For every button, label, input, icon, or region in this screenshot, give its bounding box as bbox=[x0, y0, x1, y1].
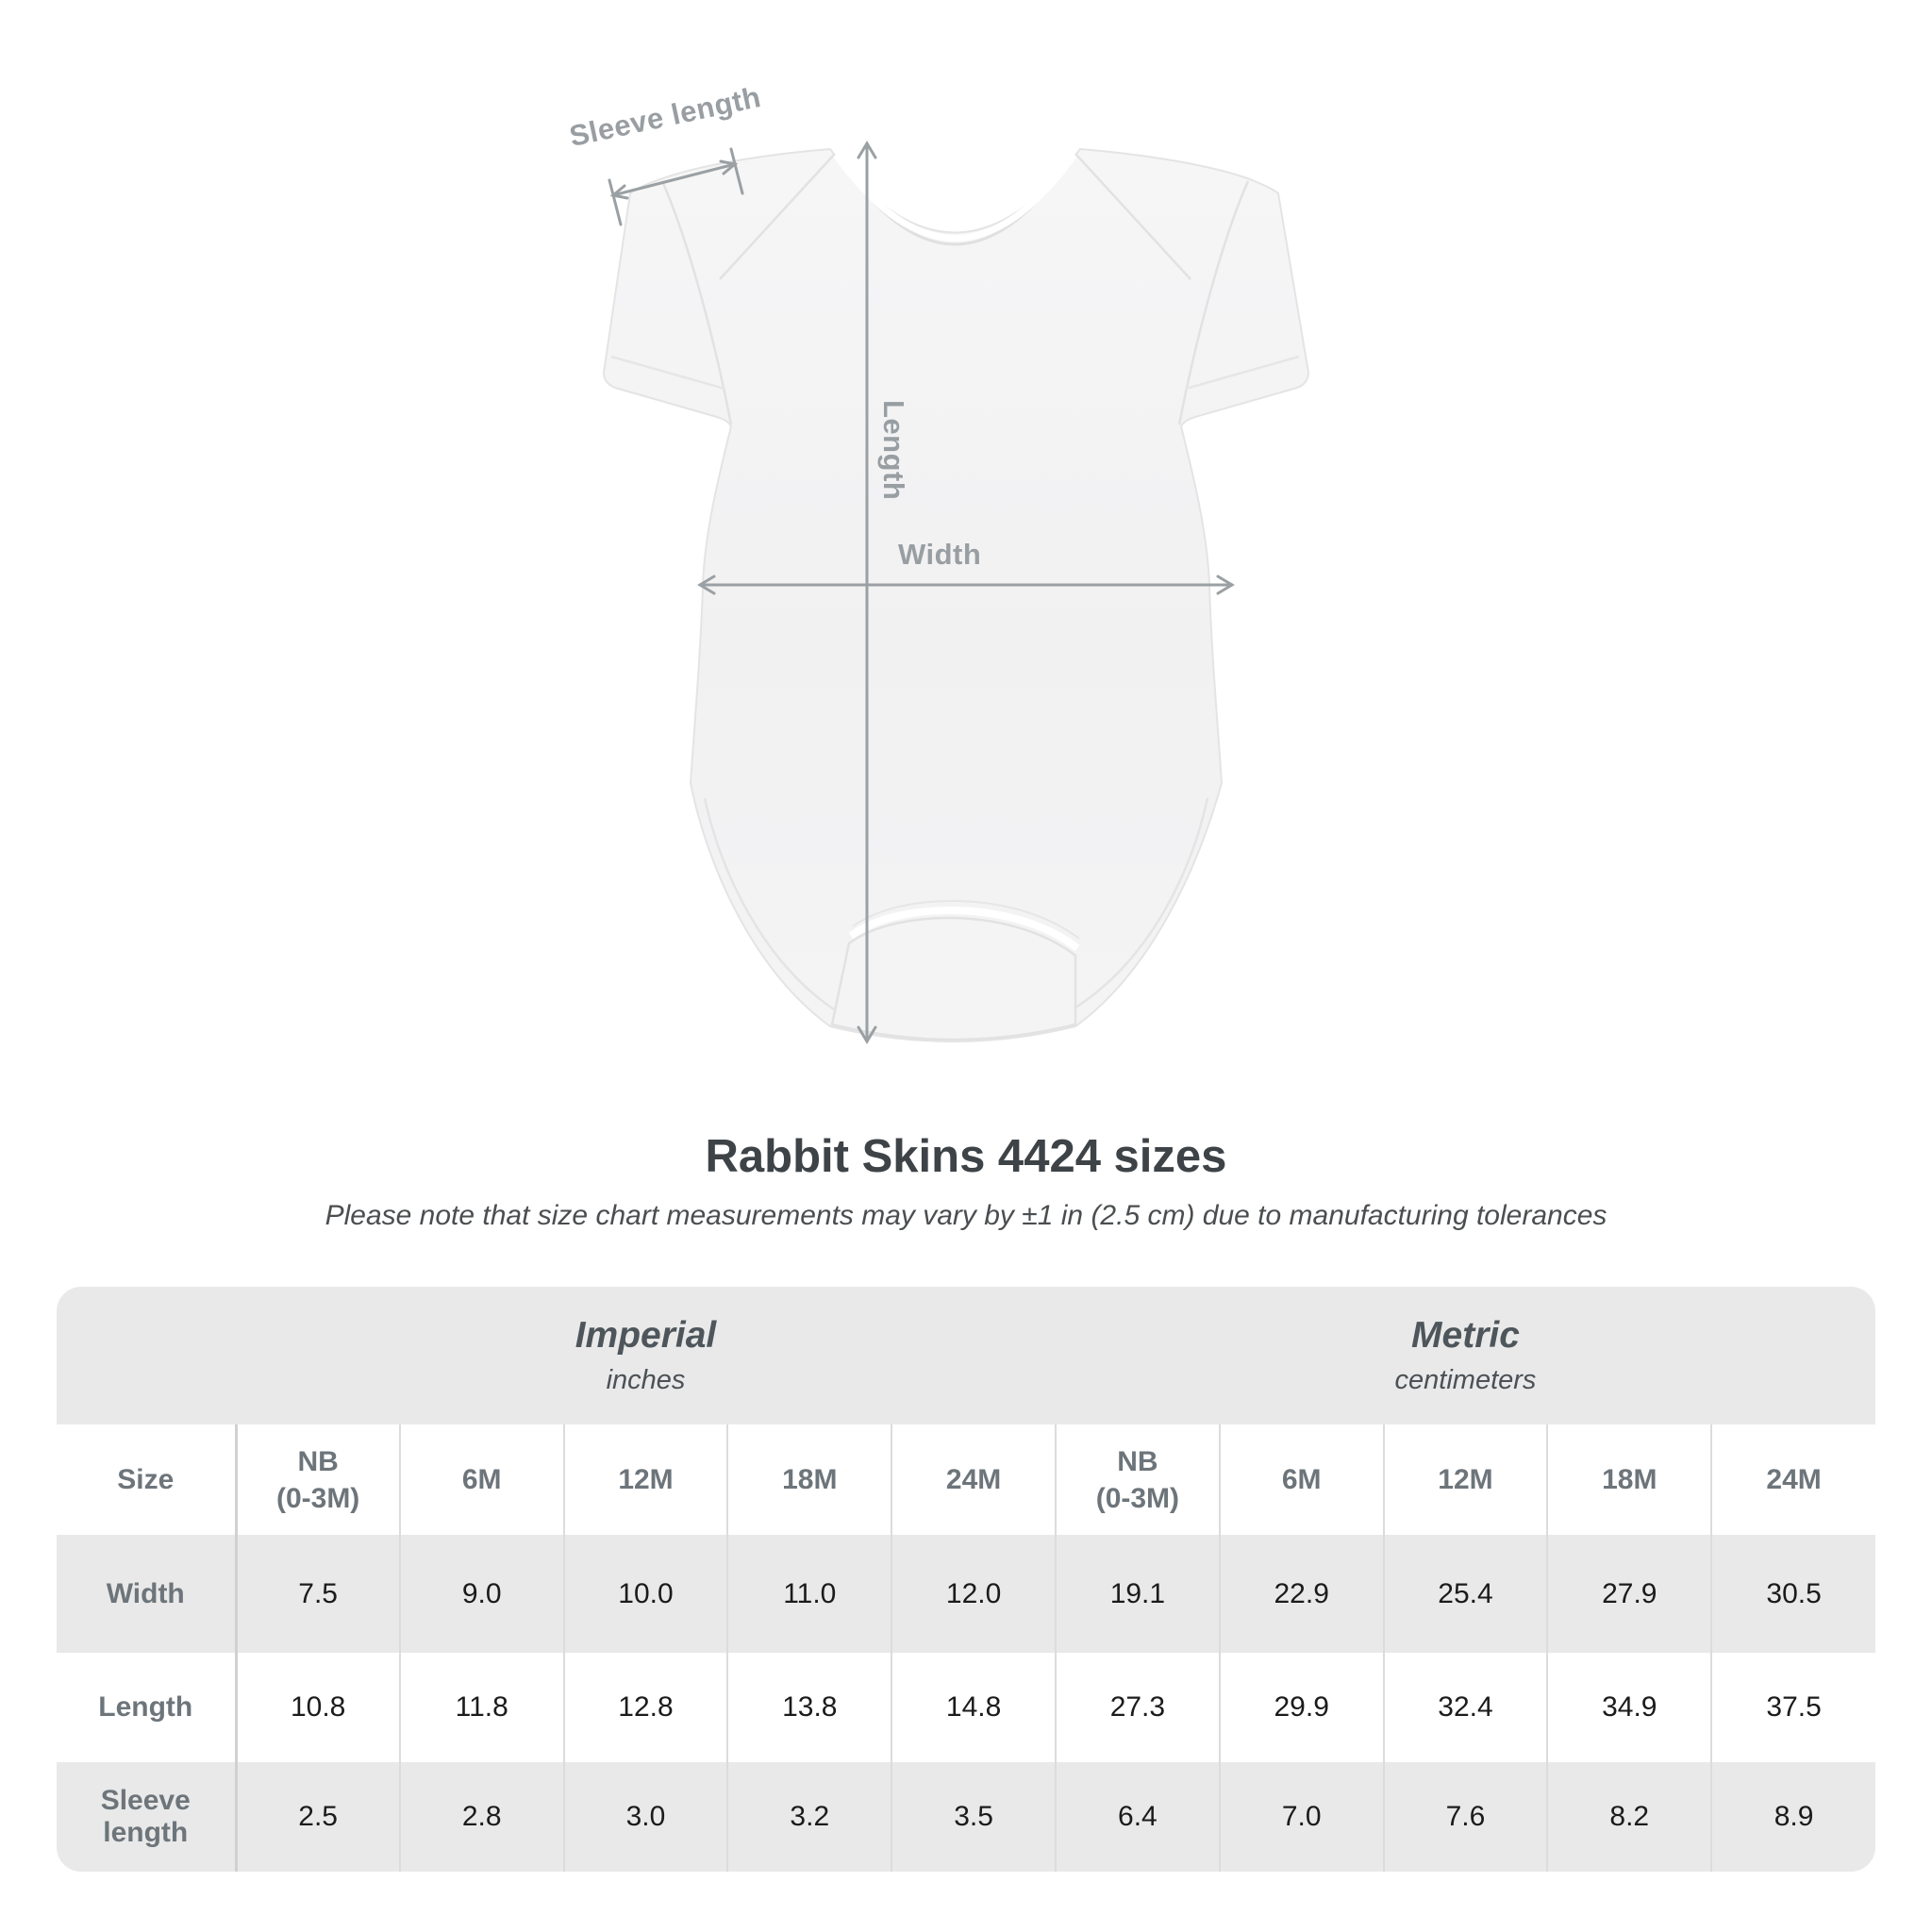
cell: 19.1 bbox=[1056, 1535, 1220, 1653]
col-header-line2: (0-3M) bbox=[1095, 1482, 1180, 1514]
cell: 22.9 bbox=[1220, 1535, 1384, 1653]
table-row-length bbox=[57, 1653, 1875, 1762]
imperial-group-header bbox=[236, 1287, 1056, 1424]
cell: 2.5 bbox=[236, 1762, 400, 1872]
cell: 13.8 bbox=[727, 1653, 891, 1762]
col-header-metric-6m: 6M bbox=[1220, 1424, 1384, 1535]
cell: 37.5 bbox=[1711, 1653, 1875, 1762]
cell: 3.5 bbox=[891, 1762, 1056, 1872]
col-header-metric-12m: 12M bbox=[1384, 1424, 1548, 1535]
cell: 9.0 bbox=[400, 1535, 564, 1653]
size-header-cell: Size bbox=[57, 1424, 236, 1535]
cell: 10.8 bbox=[236, 1653, 400, 1762]
imperial-unit-label: inches bbox=[606, 1364, 686, 1395]
sleeve-length-label: Sleeve length bbox=[566, 79, 764, 154]
metric-label: Metric bbox=[1411, 1315, 1520, 1357]
width-label: Width bbox=[898, 538, 982, 571]
col-header-metric-18m: 18M bbox=[1547, 1424, 1711, 1535]
length-label: Length bbox=[877, 400, 910, 501]
cell: 25.4 bbox=[1384, 1535, 1548, 1653]
imperial-label: Imperial bbox=[575, 1315, 717, 1357]
col-header-line2: (0-3M) bbox=[275, 1482, 360, 1514]
row-label-sleeve-length: Sleeve length bbox=[57, 1762, 236, 1872]
col-header-imperial-nb bbox=[236, 1424, 400, 1535]
cell: 8.9 bbox=[1711, 1762, 1875, 1872]
page-title: Rabbit Skins 4424 sizes bbox=[705, 1131, 1227, 1182]
cell: 7.0 bbox=[1220, 1762, 1384, 1872]
table-row-sleeve-length bbox=[57, 1762, 1875, 1872]
cell: 32.4 bbox=[1384, 1653, 1548, 1762]
metric-unit-label: centimeters bbox=[1394, 1364, 1537, 1395]
cell: 7.5 bbox=[236, 1535, 400, 1653]
cell: 34.9 bbox=[1547, 1653, 1711, 1762]
cell: 29.9 bbox=[1220, 1653, 1384, 1762]
cell: 3.0 bbox=[564, 1762, 728, 1872]
col-header-line1: NB bbox=[1117, 1445, 1158, 1477]
col-header-imperial-6m: 6M bbox=[400, 1424, 564, 1535]
unit-group-row bbox=[57, 1287, 1875, 1424]
metric-group-header bbox=[1056, 1287, 1875, 1424]
cell: 2.8 bbox=[400, 1762, 564, 1872]
cell: 27.3 bbox=[1056, 1653, 1220, 1762]
bodysuit-diagram-image bbox=[566, 113, 1340, 1057]
col-header-line1: NB bbox=[297, 1445, 339, 1477]
cell: 12.0 bbox=[891, 1535, 1056, 1653]
cell: 3.2 bbox=[727, 1762, 891, 1872]
cell: 10.0 bbox=[564, 1535, 728, 1653]
col-header-metric-24m: 24M bbox=[1711, 1424, 1875, 1535]
size-header-row bbox=[57, 1424, 1875, 1535]
cell: 6.4 bbox=[1056, 1762, 1220, 1872]
cell: 11.8 bbox=[400, 1653, 564, 1762]
tolerance-note: Please note that size chart measurements may vary by ±1 in (2.5 cm) due to manufacturing tolerances bbox=[325, 1200, 1607, 1231]
size-table bbox=[57, 1287, 1875, 1872]
row-label-length: Length bbox=[57, 1653, 236, 1762]
cell: 8.2 bbox=[1547, 1762, 1711, 1872]
cell: 12.8 bbox=[564, 1653, 728, 1762]
col-header-imperial-12m: 12M bbox=[564, 1424, 728, 1535]
band-corner-cell bbox=[57, 1287, 236, 1424]
bodysuit-silhouette bbox=[604, 149, 1308, 1041]
col-header-metric-nb bbox=[1056, 1424, 1220, 1535]
col-header-imperial-24m: 24M bbox=[891, 1424, 1056, 1535]
cell: 14.8 bbox=[891, 1653, 1056, 1762]
cell: 27.9 bbox=[1547, 1535, 1711, 1653]
cell: 30.5 bbox=[1711, 1535, 1875, 1653]
table-row-width bbox=[57, 1535, 1875, 1653]
row-label-width: Width bbox=[57, 1535, 236, 1653]
cell: 11.0 bbox=[727, 1535, 891, 1653]
col-header-imperial-18m: 18M bbox=[727, 1424, 891, 1535]
cell: 7.6 bbox=[1384, 1762, 1548, 1872]
